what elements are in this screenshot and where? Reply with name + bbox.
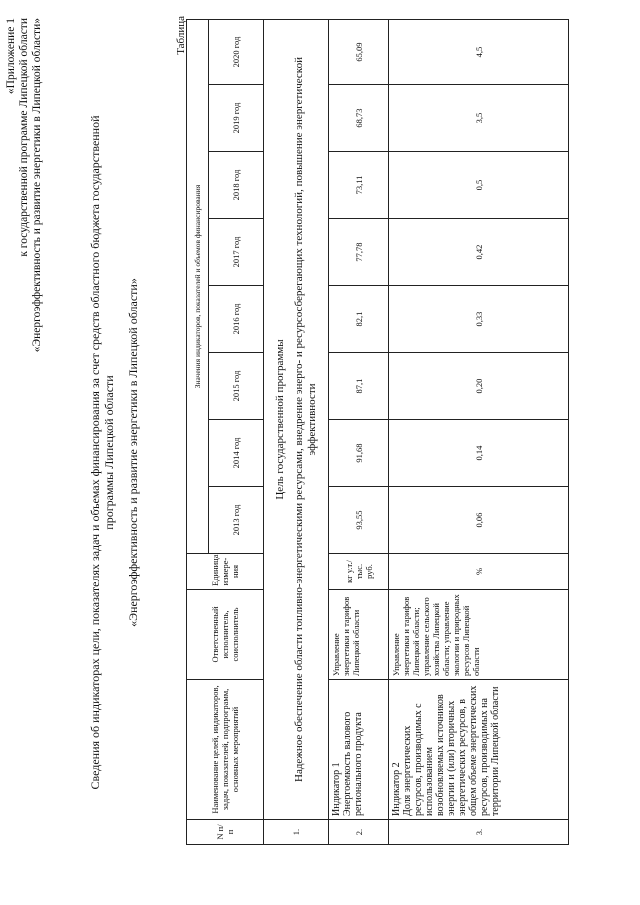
- row-num: 3.: [389, 820, 569, 845]
- row-unit: %: [389, 554, 569, 590]
- document-title-line-1: Сведения об индикаторах цели, показателях задач и объемах финансирования за счет средств областного бюджета государственной: [88, 115, 102, 790]
- header-executor: Ответственный исполнитель, соисполнитель: [187, 590, 264, 680]
- header-unit: Единица измере-ния: [187, 554, 264, 590]
- header-year-2013: 2013 год: [209, 487, 264, 554]
- goal-text: Надежное обеспечение области топливно-энергетическими ресурсами, внедрение энерго- и ресурсосберегающих технологий, повышение энергетической эффективности: [292, 57, 318, 782]
- document-title-line-3: «Энергоэффективность и развитие энергетики в Липецкой области»: [126, 278, 140, 627]
- header-year-2019: 2019 год: [209, 85, 264, 152]
- annotation-line-3: «Энергоэффективность и развитие энергетики в Липецкой области»: [31, 18, 43, 353]
- value-2015: 0,20: [389, 353, 569, 420]
- value-2018: 0,5: [389, 152, 569, 219]
- header-year-2016: 2016 год: [209, 286, 264, 353]
- row-num: 2.: [329, 820, 389, 845]
- value-2014: 91,68: [329, 420, 389, 487]
- annotation-line-2: к государственной программе Липецкой области: [18, 18, 30, 257]
- header-row-1: [187, 20, 209, 845]
- value-2014: 0,14: [389, 420, 569, 487]
- header-year-2020: 2020 год: [209, 20, 264, 85]
- value-2013: 0,06: [389, 487, 569, 554]
- header-values-group: Значения индикаторов, показателей и объемов финансирования: [187, 20, 209, 554]
- value-2019: 68,73: [329, 85, 389, 152]
- row-unit: кг у.т./ тыс. руб.: [329, 554, 389, 590]
- header-year-2015: 2015 год: [209, 353, 264, 420]
- header-name: Наименование целей, индикаторов, задач, показателей, подпрограмм, основных мероприятий: [187, 680, 264, 820]
- annotation-line-1: «Приложение 1: [5, 18, 17, 95]
- table-row: [329, 20, 389, 845]
- value-2019: 3,5: [389, 85, 569, 152]
- value-2015: 87,1: [329, 353, 389, 420]
- table-row: [389, 20, 569, 845]
- row-name: Индикатор 1 Энергоемкость валового регионального продукта: [329, 680, 389, 820]
- value-2016: 82,1: [329, 286, 389, 353]
- header-year-2017: 2017 год: [209, 219, 264, 286]
- document-title-line-2: программы Липецкой области: [102, 375, 116, 530]
- goal-cell: [264, 20, 329, 820]
- goal-title: Цель государственной программы: [273, 339, 286, 500]
- value-2020: 4,5: [389, 20, 569, 85]
- value-2018: 73,11: [329, 152, 389, 219]
- value-2020: 65,09: [329, 20, 389, 85]
- goal-row: [264, 20, 329, 845]
- value-2017: 0,42: [389, 219, 569, 286]
- table-label: Таблица: [175, 16, 187, 55]
- row-name: Индикатор 2 Доля энергетических ресурсов, производимых с использованием возобновляемых источников энергии и (или) вторичных энергетических ресурсов, в общем объеме энергетических ресурсов, производимых на территории Липецкой области: [389, 680, 569, 820]
- value-2013: 93,55: [329, 487, 389, 554]
- row-executor: Управление энергетики и тарифов Липецкой области: [329, 590, 389, 680]
- goal-num: 1.: [264, 820, 329, 845]
- indicators-table: [186, 19, 569, 845]
- value-2016: 0,33: [389, 286, 569, 353]
- header-year-2014: 2014 год: [209, 420, 264, 487]
- row-executor: Управление энергетики и тарифов Липецкой области; управление сельского хозяйства Липецкой области; управление экологии и природных ресурсов Липецкой области: [389, 590, 569, 680]
- value-2017: 77,78: [329, 219, 389, 286]
- header-year-2018: 2018 год: [209, 152, 264, 219]
- header-num: N п/п: [187, 820, 264, 845]
